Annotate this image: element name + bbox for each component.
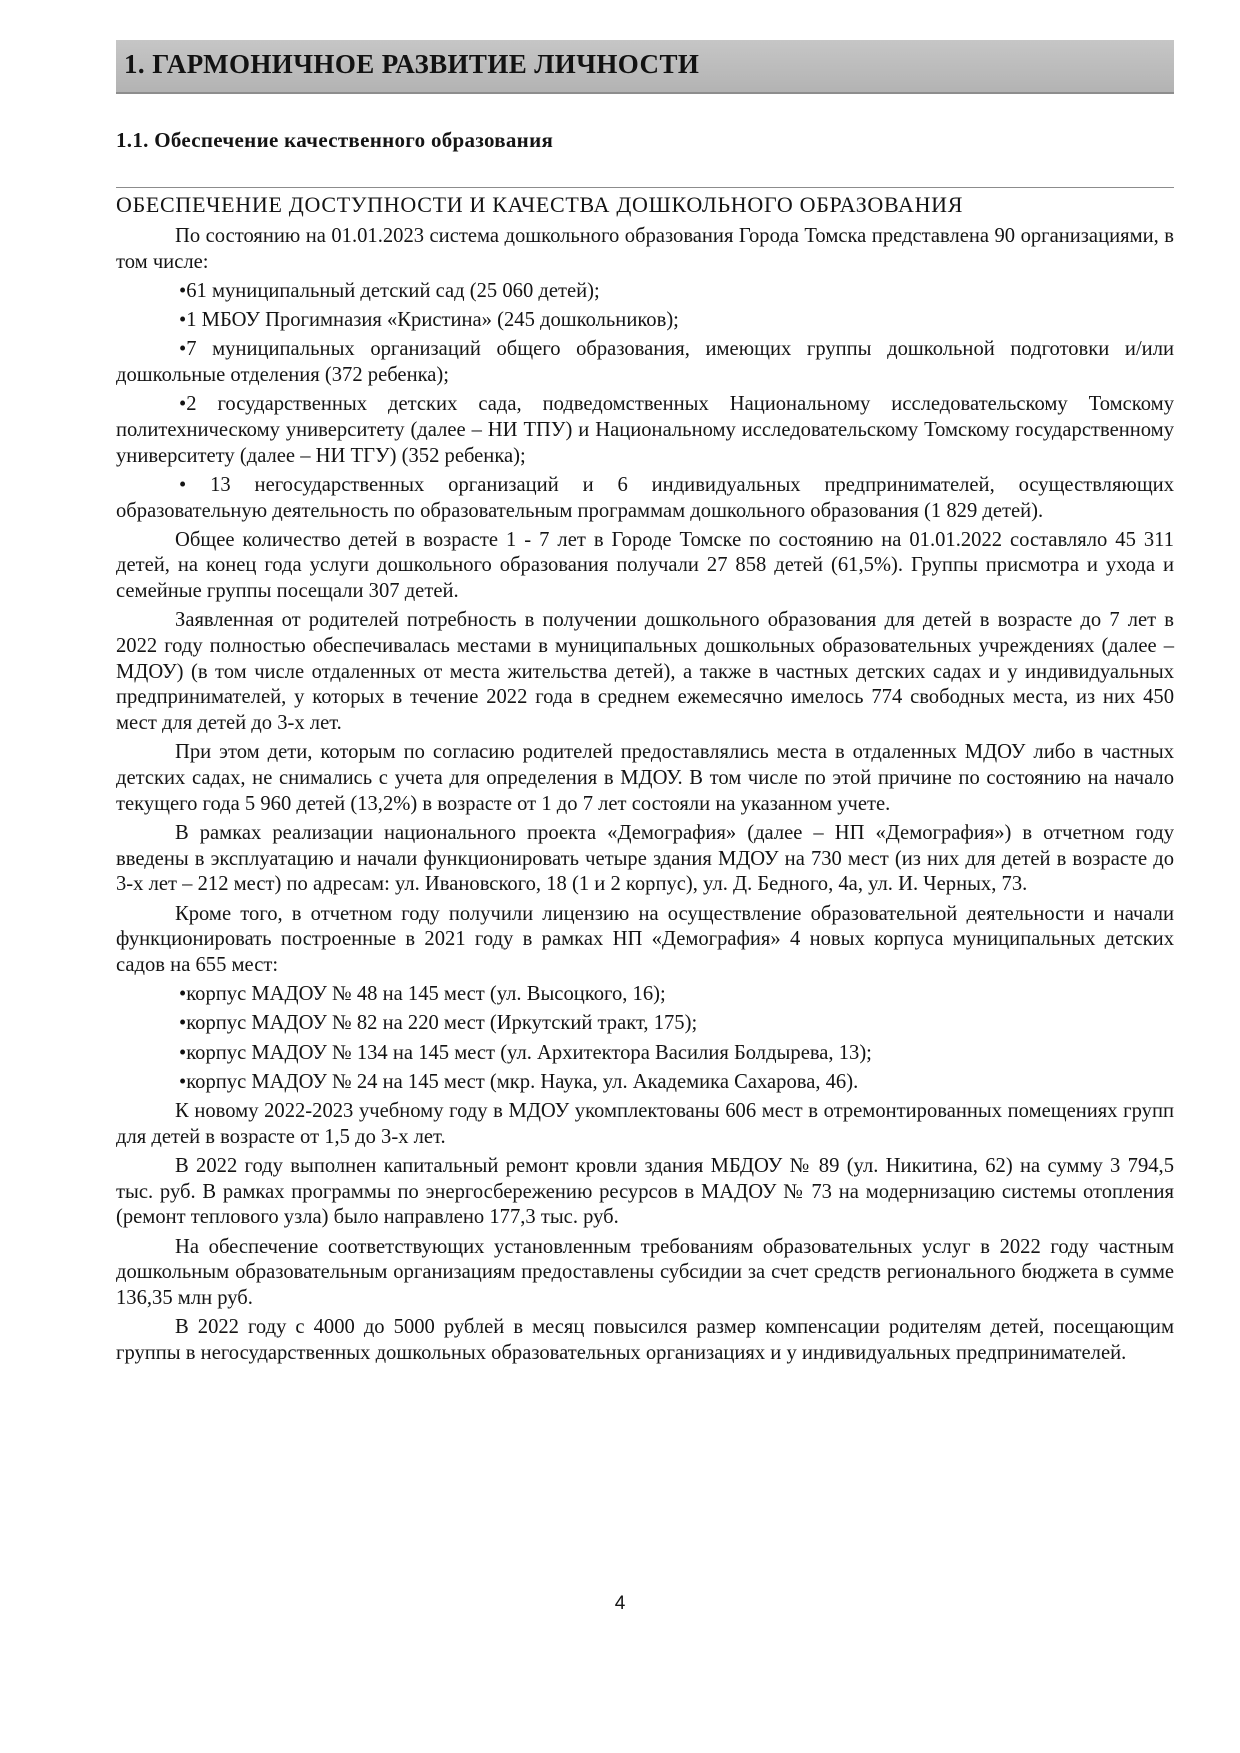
paragraph: В 2022 году выполнен капитальный ремонт кровли здания МБДОУ № 89 (ул. Никитина, 62) на сумму 3 794,5 тыс. руб. В рамках программы по энергосбережению ресурсов в МАДОУ № 73 на модернизацию системы отопления (ремонт теплового узла) было направлено 177,3 тыс. руб. xyxy=(116,1154,1174,1229)
list-item: •корпус МАДОУ № 82 на 220 мест (Иркутский тракт, 175); xyxy=(179,1012,698,1035)
paragraph: В 2022 году с 4000 до 5000 рублей в месяц повысился размер компенсации родителям детей, посещающим группы в негосударственных дошкольных образовательных организациях и у индивидуальных предпринимателей. xyxy=(116,1316,1174,1364)
paragraph: Общее количество детей в возрасте 1 - 7 лет в Городе Томске по состоянию на 01.01.2022 составляло 45 311 детей, на конец года услуги дошкольного образования получали 27 858 детей (61,5%). Группы присмотра и ухода и семейные группы посещали 307 детей. xyxy=(116,528,1174,603)
section-divider xyxy=(116,187,1174,188)
document-body xyxy=(116,224,1174,1370)
list-item: •2 государственных детских сада, подведомственных Национальному исследовательскому Томскому политехническому университету (далее – НИ ТПУ) и Национальному исследовательскому Томскому государственному университету (далее – НИ ТГУ) (352 ребенка); xyxy=(116,393,1174,467)
section-title: 1.1. Обеспечение качественного образования xyxy=(116,128,554,152)
paragraph: Кроме того, в отчетном году получили лицензию на осуществление образовательной деятельности и начали функционировать построенные в 2021 году в рамках НП «Демография» 4 новых корпуса муниципальных детских садов на 655 мест: xyxy=(116,902,1174,976)
page-number: 4 xyxy=(614,1593,626,1614)
list-item: •1 МБОУ Прогимназия «Кристина» (245 дошкольников); xyxy=(179,309,679,332)
paragraph: В рамках реализации национального проекта «Демография» (далее – НП «Демография») в отчетном году введены в эксплуатацию и начали функционировать четыре здания МДОУ на 730 мест (из них для детей в возрасте до 3-х лет – 212 мест) по адресам: ул. Ивановского, 18 (1 и 2 корпус), ул. Д. Бедного, 4а, ул. И. Черных, 73. xyxy=(116,821,1174,896)
paragraph: При этом дети, которым по согласию родителей предоставлялись места в отдаленных МДОУ либо в частных детских садах, не снимались с учета для определения в МДОУ. В том числе по этой причине по состоянию на начало текущего года 5 960 детей (13,2%) в возрасте от 1 до 7 лет состояли на указанном учете. xyxy=(116,741,1174,815)
paragraph: По состоянию на 01.01.2023 система дошкольного образования Города Томска представлена 90 организациями, в том числе: xyxy=(116,225,1174,273)
subsection-title: ОБЕСПЕЧЕНИЕ ДОСТУПНОСТИ И КАЧЕСТВА ДОШКОЛЬНОГО ОБРАЗОВАНИЯ xyxy=(116,192,964,217)
paragraph: Заявленная от родителей потребность в получении дошкольного образования для детей в возрасте до 7 лет в 2022 году полностью обеспечивалась местами в муниципальных дошкольных образовательных учреждениях (далее – МДОУ) (в том числе отдаленных от места жительства детей), а также в частных детских садах и у индивидуальных предпринимателей, у которых в течение 2022 года в среднем ежемесячно имелось 774 свободных места, из них 450 мест для детей до 3-х лет. xyxy=(116,609,1174,735)
chapter-title: 1. ГАРМОНИЧНОЕ РАЗВИТИЕ ЛИЧНОСТИ xyxy=(124,49,700,79)
list-item: •корпус МАДОУ № 48 на 145 мест (ул. Высоцкого, 16); xyxy=(179,983,666,1006)
list-item: •корпус МАДОУ № 24 на 145 мест (мкр. Наука, ул. Академика Сахарова, 46). xyxy=(179,1070,859,1093)
chapter-header-bar xyxy=(116,40,1174,94)
list-item: •61 муниципальный детский сад (25 060 детей); xyxy=(179,279,600,302)
paragraph: К новому 2022-2023 учебному году в МДОУ укомплектованы 606 мест в отремонтированных помещениях групп для детей в возрасте от 1,5 до 3-х лет. xyxy=(116,1100,1174,1148)
list-item: •7 муниципальных организаций общего образования, имеющих группы дошкольной подготовки и/или дошкольные отделения (372 ребенка); xyxy=(116,338,1174,387)
list-item: •корпус МАДОУ № 134 на 145 мест (ул. Архитектора Василия Болдырева, 13); xyxy=(179,1041,872,1064)
paragraph: На обеспечение соответствующих установленным требованиям образовательных услуг в 2022 году частным дошкольным образовательным организациям предоставлены субсидии за счет средств регионального бюджета в сумме 136,35 млн руб. xyxy=(116,1235,1174,1309)
list-item: • 13 негосударственных организаций и 6 индивидуальных предпринимателей, осуществляющих образовательную деятельность по образовательным программам дошкольного образования (1 829 детей). xyxy=(116,473,1174,522)
